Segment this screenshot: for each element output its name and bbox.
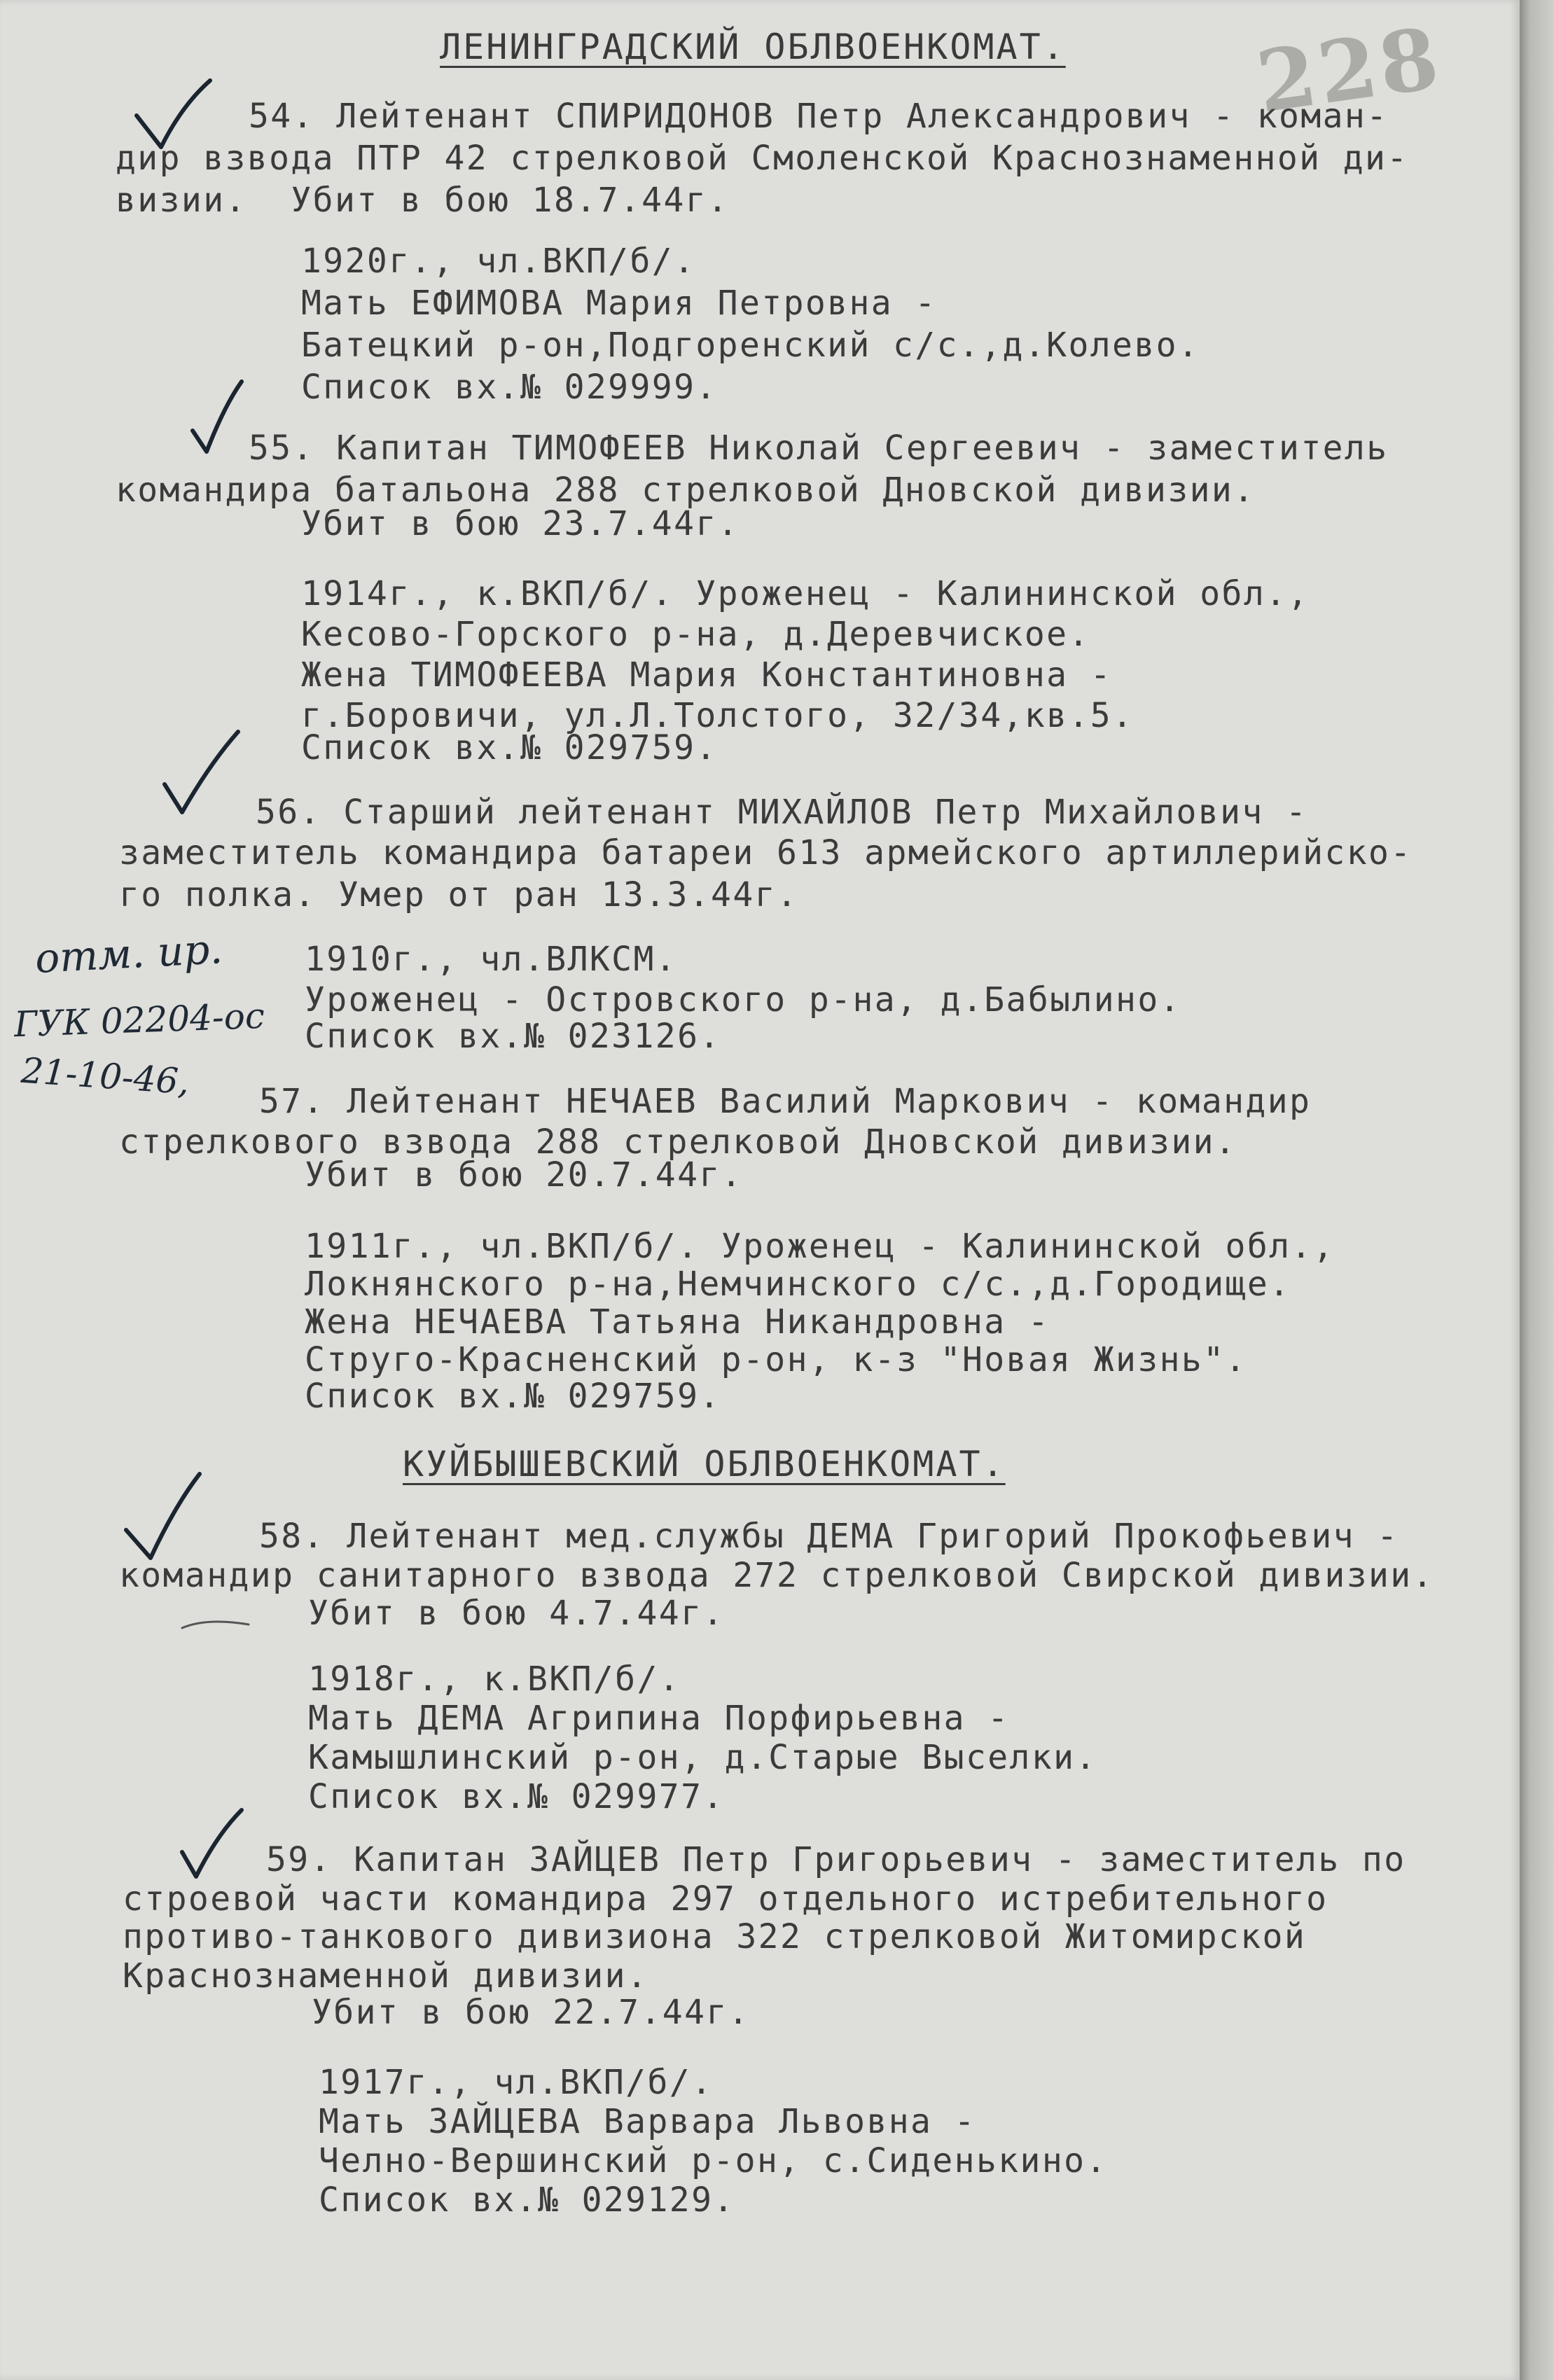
- checkmark-icon: [161, 728, 245, 819]
- entry-58-line-4: 1918г., к.ВКП/б/.: [308, 1659, 681, 1699]
- entry-55-line-3: Убит в бою 23.7.44г.: [301, 504, 740, 543]
- entry-57-line-4: 1911г., чл.ВКП/б/. Уроженец - Калининской обл.,: [305, 1227, 1336, 1266]
- entry-56-line-2: заместитель командира батареи 613 армейского артиллерийско-: [119, 833, 1413, 872]
- entry-55-line-5: Кесово-Горского р-на, д.Деревчиское.: [301, 615, 1090, 654]
- entry-57-line-5: Локнянского р-на,Немчинского с/с.,д.Городище.: [305, 1265, 1291, 1304]
- entry-59-line-2: строевой части командира 297 отдельного истребительного: [123, 1879, 1328, 1919]
- entry-58-line-5: Мать ДЕМА Агрипина Порфирьевна -: [308, 1699, 1010, 1738]
- entry-55-line-7: г.Боровичи, ул.Л.Толстого, 32/34,кв.5.: [301, 696, 1135, 735]
- entry-56-line-3: го полка. Умер от ран 13.3.44г.: [119, 875, 799, 914]
- checkmark-icon: [123, 1470, 203, 1561]
- entry-54-line-3: визии. Убит в бою 18.7.44г.: [116, 181, 730, 220]
- entry-57-line-8: Список вх.№ 029759.: [305, 1377, 721, 1416]
- entry-57-line-6: Жена НЕЧАЕВА Татьяна Никандровна -: [305, 1302, 1050, 1342]
- entry-59-line-3: противо-танкового дивизиона 322 стрелковой Житомирской: [123, 1917, 1307, 1956]
- entry-57-line-3: Убит в бою 20.7.44г.: [305, 1155, 743, 1195]
- entry-55-line-4: 1914г., к.ВКП/б/. Уроженец - Калининской обл.,: [301, 574, 1310, 613]
- entry-57-line-2: стрелкового взвода 288 стрелковой Дновской дивизии.: [119, 1122, 1237, 1162]
- entry-58-line-6: Камышлинский р-он, д.Старые Выселки.: [308, 1738, 1097, 1777]
- pencil-mark-icon: [179, 1614, 256, 1635]
- entry-59-line-7: Мать ЗАЙЦЕВА Варвара Львовна -: [319, 2102, 976, 2141]
- entry-56-line-1: 56. Старший лейтенант МИХАЙЛОВ Петр Михайлович -: [256, 793, 1308, 832]
- entry-59-line-8: Челно-Вершинский р-он, с.Сиденькино.: [319, 2141, 1108, 2180]
- page-binding-edge: [1520, 0, 1554, 2380]
- checkmark-icon: [189, 378, 245, 455]
- entry-58-line-1: 58. Лейтенант мед.службы ДЕМА Григорий Прокофьевич -: [259, 1517, 1399, 1556]
- entry-54-line-1: 54. Лейтенант СПИРИДОНОВ Петр Александрович - коман-: [249, 97, 1389, 136]
- margin-note-line-1: отм. ир.: [34, 925, 224, 982]
- section-heading-kuibyshev: КУЙБЫШЕВСКИЙ ОБЛВОЕНКОМАТ.: [403, 1444, 1006, 1484]
- entry-54-line-6: Батецкий р-он,Подгоренский с/с.,д.Колево.: [301, 326, 1200, 365]
- entry-59-line-5: Убит в бою 22.7.44г.: [312, 1993, 750, 2032]
- entry-54-line-4: 1920г., чл.ВКП/б/.: [301, 242, 696, 281]
- entry-55-line-2: командира батальона 288 стрелковой Дновской дивизии.: [116, 471, 1256, 510]
- entry-58-line-2: командир санитарного взвода 272 стрелковой Свирской дивизии.: [119, 1556, 1434, 1595]
- margin-note-line-2: ГУК 02204-ос: [13, 995, 265, 1045]
- entry-57-line-1: 57. Лейтенант НЕЧАЕВ Василий Маркович - командир: [259, 1082, 1312, 1121]
- checkmark-icon: [179, 1807, 245, 1880]
- page-number-handwritten: 228: [1251, 8, 1448, 132]
- entry-58-line-7: Список вх.№ 029977.: [308, 1777, 725, 1816]
- entry-59-line-4: Краснознаменной дивизии.: [123, 1956, 649, 1996]
- entry-59-line-6: 1917г., чл.ВКП/б/.: [319, 2063, 714, 2102]
- entry-56-line-4: 1910г., чл.ВЛКСМ.: [305, 940, 678, 979]
- entry-56-line-5: Уроженец - Островского р-на, д.Бабылино.: [305, 980, 1181, 1019]
- entry-58-line-3: Убит в бою 4.7.44г.: [308, 1594, 725, 1633]
- entry-55-line-8: Список вх.№ 029759.: [301, 728, 718, 767]
- entry-59-line-1: 59. Капитан ЗАЙЦЕВ Петр Григорьевич - заместитель по: [266, 1840, 1406, 1879]
- entry-54-line-5: Мать ЕФИМОВА Мария Петровна -: [301, 284, 937, 323]
- entry-57-line-7: Струго-Красненский р-он, к-з "Новая Жизнь".: [305, 1340, 1247, 1379]
- entry-56-line-6: Список вх.№ 023126.: [305, 1017, 721, 1056]
- entry-59-line-9: Список вх.№ 029129.: [319, 2180, 735, 2220]
- margin-note-line-3: 21-10-46,: [20, 1050, 191, 1103]
- entry-55-line-1: 55. Капитан ТИМОФЕЕВ Николай Сергеевич - заместитель: [249, 429, 1389, 468]
- entry-55-line-6: Жена ТИМОФЕЕВА Мария Константиновна -: [301, 655, 1113, 695]
- section-heading-leningrad: ЛЕНИНГРАДСКИЙ ОБЛВОЕНКОМАТ.: [440, 27, 1066, 67]
- entry-54-line-2: дир взвода ПТР 42 стрелковой Смоленской Краснознаменной ди-: [116, 139, 1409, 178]
- entry-54-line-7: Список вх.№ 029999.: [301, 368, 718, 407]
